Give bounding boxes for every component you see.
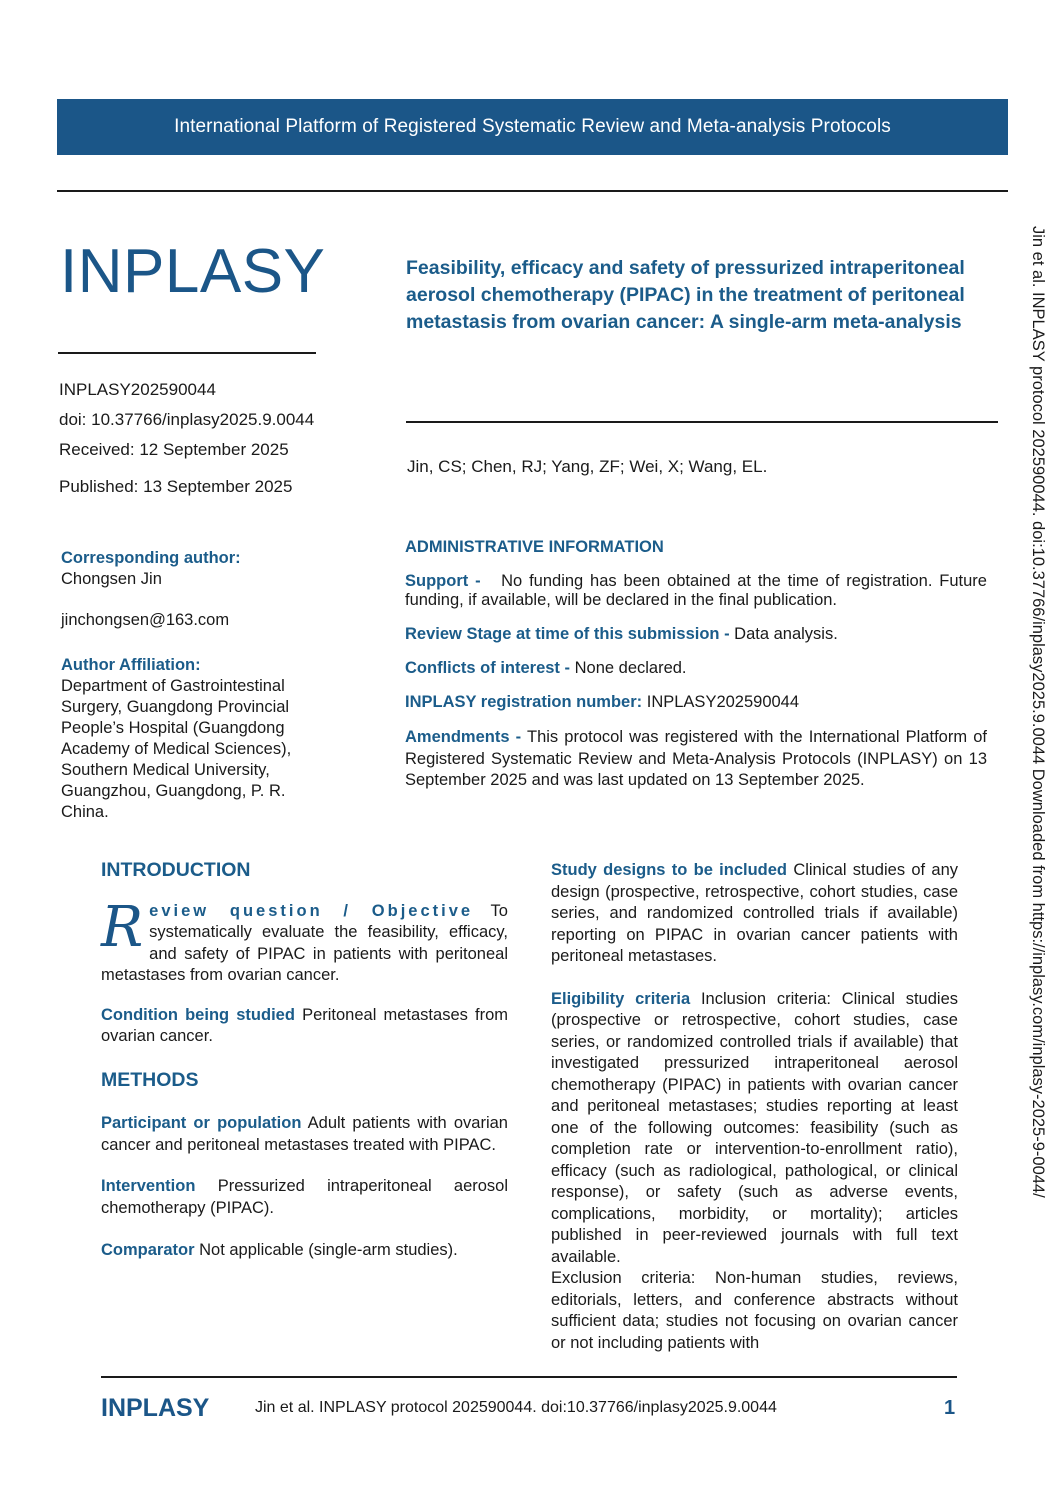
administrative-information — [405, 538, 987, 792]
footer-citation: Jin et al. INPLASY protocol 202590044. doi:10.37766/inplasy2025.9.0044 — [255, 1399, 777, 1416]
footer-logo: INPLASY — [101, 1394, 210, 1422]
study-designs-label: Study designs to be included — [551, 861, 788, 879]
review-question-text: To systematically evaluate the feasibility, efficacy, and safety of PIPAC in patients with peritoneal metastases from ovarian cancer. — [101, 901, 508, 984]
support-label: Support - — [405, 572, 481, 590]
condition-item — [101, 1005, 508, 1048]
eligibility-text: Inclusion criteria: Clinical studies (prospective or retrospective, cohort studies, case series, or randomized controlled trials if available) that investigated pressurized intraperitoneal aerosol chemotherapy (PIPAC) in patients with ovarian cancer and peritoneal metastases; studies reporting at least one of the following outcomes: feasibility (such as completion rate or intervention-to-enrollment ratio), efficacy (such as radiological, pathological, or clinical response), or safety (such as adverse events, complications, morbidity, or mortality); articles published in peer-reviewed journals with full text available. — [551, 989, 958, 1266]
intervention-item — [101, 1176, 508, 1219]
review-question — [101, 894, 508, 987]
methods-heading: METHODS — [101, 1068, 199, 1091]
exclusion-text: Exclusion criteria: Non-human studies, reviews, editorials, letters, and conference abstracts without sufficient data; studies not focusing on ovarian cancer or not including patients with — [551, 1269, 958, 1352]
footer-divider — [101, 1376, 957, 1378]
comparator-item — [101, 1240, 508, 1262]
intervention-text: Pressurized intraperitoneal aerosol chemotherapy (PIPAC). — [101, 1177, 509, 1217]
condition-text: Peritoneal metastases from ovarian cancer. — [101, 1005, 508, 1045]
authors: Jin, CS; Chen, RJ; Yang, ZF; Wei, X; Wang, EL. — [407, 457, 768, 476]
registration-item — [405, 693, 987, 712]
drop-cap: R — [101, 894, 144, 960]
review-stage-text: Data analysis. — [734, 625, 838, 643]
logo-divider — [58, 352, 316, 354]
registration-id: INPLASY202590044 — [59, 380, 216, 399]
registration-number: INPLASY202590044 — [646, 693, 800, 711]
corresponding-name: Chongsen Jin — [61, 570, 162, 588]
inplasy-logo: INPLASY — [60, 237, 326, 306]
published-date: Published: 13 September 2025 — [59, 477, 293, 496]
participant-item — [101, 1113, 508, 1156]
comparator-label: Comparator — [101, 1241, 195, 1259]
registration-label: INPLASY registration number: — [405, 693, 643, 711]
right-column — [551, 860, 958, 1354]
received-date: Received: 12 September 2025 — [59, 440, 289, 459]
study-designs-item — [551, 860, 958, 968]
conflicts-text: None declared. — [574, 659, 687, 677]
eligibility-item — [551, 989, 958, 1269]
doi[interactable]: doi: 10.37766/inplasy2025.9.0044 — [59, 410, 315, 429]
eligibility-label: Eligibility criteria — [551, 989, 691, 1008]
affiliation-heading: Author Affiliation: — [61, 656, 201, 674]
review-stage-item — [405, 625, 987, 644]
top-divider — [57, 190, 1008, 192]
conflicts-item — [405, 659, 987, 678]
header-banner: International Platform of Registered Systematic Review and Meta-analysis Protocols — [57, 99, 1008, 155]
amendments-text: This protocol was registered with the International Platform of Registered Systematic Review and Meta-Analysis Protocols (INPLASY) on 13 September 2025 and was last updated on 13 September 2025. — [405, 728, 987, 789]
admin-heading: ADMINISTRATIVE INFORMATION — [405, 538, 664, 556]
paper-title: Feasibility, efficacy and safety of pressurized intraperitoneal aerosol chemotherapy (PIPAC) in the treatment of peritoneal metastasis from ovarian cancer: A single-arm meta-analysis — [406, 257, 965, 333]
left-column — [101, 860, 508, 1262]
conflicts-label: Conflicts of interest - — [405, 659, 571, 677]
intervention-label: Intervention — [101, 1177, 196, 1195]
title-divider — [406, 421, 998, 423]
page-number: 1 — [944, 1397, 956, 1419]
support-text: No funding has been obtained at the time of registration. Future funding, if available, will be declared in the final publication. — [405, 572, 987, 609]
study-designs-text: Clinical studies of any design (prospective, retrospective, cohort studies, case series, and randomized controlled trials if available) reporting on PIPAC in ovarian cancer patients with peritoneal metastases. — [551, 861, 959, 965]
amendments-label: Amendments - — [405, 728, 522, 746]
corresponding-author — [61, 548, 321, 631]
comparator-text: Not applicable (single-arm studies). — [199, 1241, 458, 1259]
support-item — [405, 572, 987, 610]
author-affiliation — [61, 655, 321, 823]
corresponding-heading: Corresponding author: — [61, 549, 241, 567]
review-question-label: eview question / Objective — [149, 901, 474, 920]
participant-label: Participant or population — [101, 1114, 302, 1132]
side-download-notice — [1021, 226, 1051, 1296]
introduction-heading: INTRODUCTION — [101, 859, 251, 881]
affiliation-text: Department of Gastrointestinal Surgery, Guangdong Provincial People’s Hospital (Guangdong Academy of Medical Sciences), Southern Medical University, Guangzhou, Guangdong, P. R. China. — [61, 677, 292, 821]
participant-text: Adult patients with ovarian cancer and peritoneal metastases treated with PIPAC. — [101, 1114, 508, 1154]
side-download-text[interactable]: Jin et al. INPLASY protocol 202590044. doi:10.37766/inplasy2025.9.0044 Downloaded from https://inplasy.com/inplasy-2025-9-0044/ — [1029, 226, 1047, 1198]
condition-label: Condition being studied — [101, 1005, 295, 1024]
review-stage-label: Review Stage at time of this submission - — [405, 625, 730, 643]
corresponding-email[interactable]: jinchongsen@163.com — [61, 611, 230, 629]
amendments-item — [405, 727, 987, 792]
